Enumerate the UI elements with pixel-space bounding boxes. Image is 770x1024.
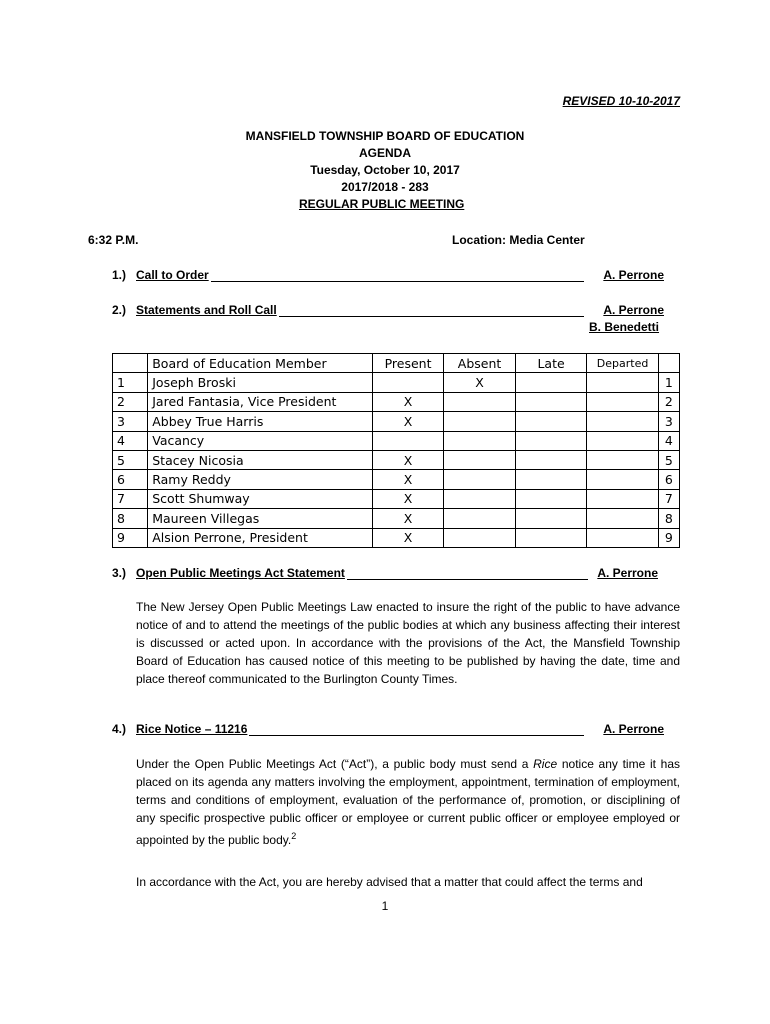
item-presenter-2: B. Benedetti <box>589 320 660 334</box>
row-number-right: 6 <box>658 470 679 489</box>
table-cell <box>113 354 148 373</box>
member-name: Stacey Nicosia <box>148 450 373 469</box>
member-name: Alsion Perrone, President <box>148 528 373 547</box>
late-cell <box>515 373 587 392</box>
column-header: Absent <box>444 354 516 373</box>
column-header: Board of Education Member <box>148 354 373 373</box>
item-presenter: A. Perrone <box>597 566 658 580</box>
present-cell: X <box>372 509 444 528</box>
item-number: 2.) <box>112 303 127 317</box>
meeting-type: REGULAR PUBLIC MEETING <box>298 197 465 211</box>
member-name: Vacancy <box>148 431 373 450</box>
meeting-location: Location: Media Center <box>452 233 585 247</box>
present-cell: X <box>372 489 444 508</box>
rice-text-part-a: Under the Open Public Meetings Act (“Act”), a public body must send a <box>136 757 534 771</box>
row-number: 3 <box>113 412 148 431</box>
departed-cell <box>587 412 659 431</box>
row-number: 1 <box>113 373 148 392</box>
late-cell <box>515 392 587 411</box>
table-row <box>113 412 680 431</box>
present-cell <box>372 431 444 450</box>
row-number-right: 2 <box>658 392 679 411</box>
item-title: Call to Order <box>136 268 209 282</box>
table-cell <box>658 354 679 373</box>
rice-continuation: In accordance with the Act, you are hereby advised that a matter that could affect the terms and <box>136 875 643 889</box>
present-cell: X <box>372 470 444 489</box>
item-number: 1.) <box>112 268 127 282</box>
row-number-right: 9 <box>658 528 679 547</box>
item-number: 4.) <box>112 722 127 736</box>
page-number: 1 <box>381 899 389 913</box>
agenda-item-1 <box>112 268 664 284</box>
absent-cell <box>444 392 516 411</box>
agenda-item-4 <box>112 722 664 738</box>
row-number-right: 8 <box>658 509 679 528</box>
item-presenter: A. Perrone <box>603 303 664 317</box>
column-header: Present <box>372 354 444 373</box>
agenda-item-3 <box>112 566 658 582</box>
row-number-right: 7 <box>658 489 679 508</box>
row-number: 9 <box>113 528 148 547</box>
row-number-right: 3 <box>658 412 679 431</box>
late-cell <box>515 470 587 489</box>
row-number: 7 <box>113 489 148 508</box>
absent-cell <box>444 431 516 450</box>
member-name: Joseph Broski <box>148 373 373 392</box>
row-number: 5 <box>113 450 148 469</box>
member-name: Ramy Reddy <box>148 470 373 489</box>
member-name: Maureen Villegas <box>148 509 373 528</box>
present-cell: X <box>372 412 444 431</box>
table-row <box>113 489 680 508</box>
departed-cell <box>587 509 659 528</box>
absent-cell <box>444 528 516 547</box>
agenda-number: 2017/2018 - 283 <box>341 180 429 194</box>
late-cell <box>515 412 587 431</box>
row-number: 6 <box>113 470 148 489</box>
late-cell <box>515 489 587 508</box>
table-row <box>113 470 680 489</box>
departed-cell <box>587 450 659 469</box>
item-title: Statements and Roll Call <box>136 303 277 317</box>
departed-cell <box>587 489 659 508</box>
column-header: Departed <box>587 354 659 373</box>
table-row <box>113 373 680 392</box>
table-row <box>113 392 680 411</box>
present-cell: X <box>372 528 444 547</box>
agenda-header <box>0 128 770 213</box>
late-cell <box>515 528 587 547</box>
absent-cell: X <box>444 373 516 392</box>
doc-title: AGENDA <box>358 146 411 160</box>
table-row <box>113 431 680 450</box>
item-title: Rice Notice – 11216 <box>136 722 248 736</box>
departed-cell <box>587 470 659 489</box>
member-name: Jared Fantasia, Vice President <box>148 392 373 411</box>
item-presenter: A. Perrone <box>603 722 664 736</box>
row-number: 8 <box>113 509 148 528</box>
row-number-right: 1 <box>658 373 679 392</box>
departed-cell <box>587 392 659 411</box>
column-header: Late <box>515 354 587 373</box>
departed-cell <box>587 528 659 547</box>
late-cell <box>515 450 587 469</box>
row-number: 4 <box>113 431 148 450</box>
absent-cell <box>444 489 516 508</box>
row-number-right: 5 <box>658 450 679 469</box>
meeting-time: 6:32 P.M. <box>88 233 139 247</box>
absent-cell <box>444 412 516 431</box>
row-number: 2 <box>113 392 148 411</box>
member-name: Scott Shumway <box>148 489 373 508</box>
org-name: MANSFIELD TOWNSHIP BOARD OF EDUCATION <box>245 129 525 143</box>
roll-call-table <box>112 353 680 548</box>
revised-date: REVISED 10-10-2017 <box>562 94 680 108</box>
present-cell: X <box>372 450 444 469</box>
late-cell <box>515 509 587 528</box>
table-header-row <box>113 354 680 373</box>
opma-statement: The New Jersey Open Public Meetings Law enacted to insure the right of the public to have advance notice of and to attend the meetings of the public bodies at which any business affecting their interest is discussed or acted upon. In accordance with the provisions of the Act, the Mansfield Township Board of Education has caused notice of this meeting to be published by having the date, time and place thereof communicated to the Burlington County Times. <box>136 600 680 686</box>
present-cell: X <box>372 392 444 411</box>
late-cell <box>515 431 587 450</box>
present-cell <box>372 373 444 392</box>
absent-cell <box>444 509 516 528</box>
row-number-right: 4 <box>658 431 679 450</box>
rice-word: Rice <box>533 757 558 771</box>
item-number: 3.) <box>112 566 127 580</box>
footnote-marker: 2 <box>291 831 297 841</box>
meeting-date: Tuesday, October 10, 2017 <box>310 163 460 177</box>
absent-cell <box>444 450 516 469</box>
departed-cell <box>587 373 659 392</box>
departed-cell <box>587 431 659 450</box>
member-name: Abbey True Harris <box>148 412 373 431</box>
rice-notice-paragraph <box>136 755 680 849</box>
table-row <box>113 509 680 528</box>
agenda-item-2 <box>112 303 664 319</box>
table-row <box>113 528 680 547</box>
item-title: Open Public Meetings Act Statement <box>136 566 345 580</box>
item-presenter: A. Perrone <box>603 268 664 282</box>
table-row <box>113 450 680 469</box>
absent-cell <box>444 470 516 489</box>
rice-text-part-b: notice any time it has placed on its agenda any matters involving the employment, appointment, termination of employment, terms and conditions of employment, evaluation of the performance of, promotion, or disciplining of any specific prospective public officer or employee or current public officer or employee employed or appointed by the public body. <box>136 757 680 847</box>
